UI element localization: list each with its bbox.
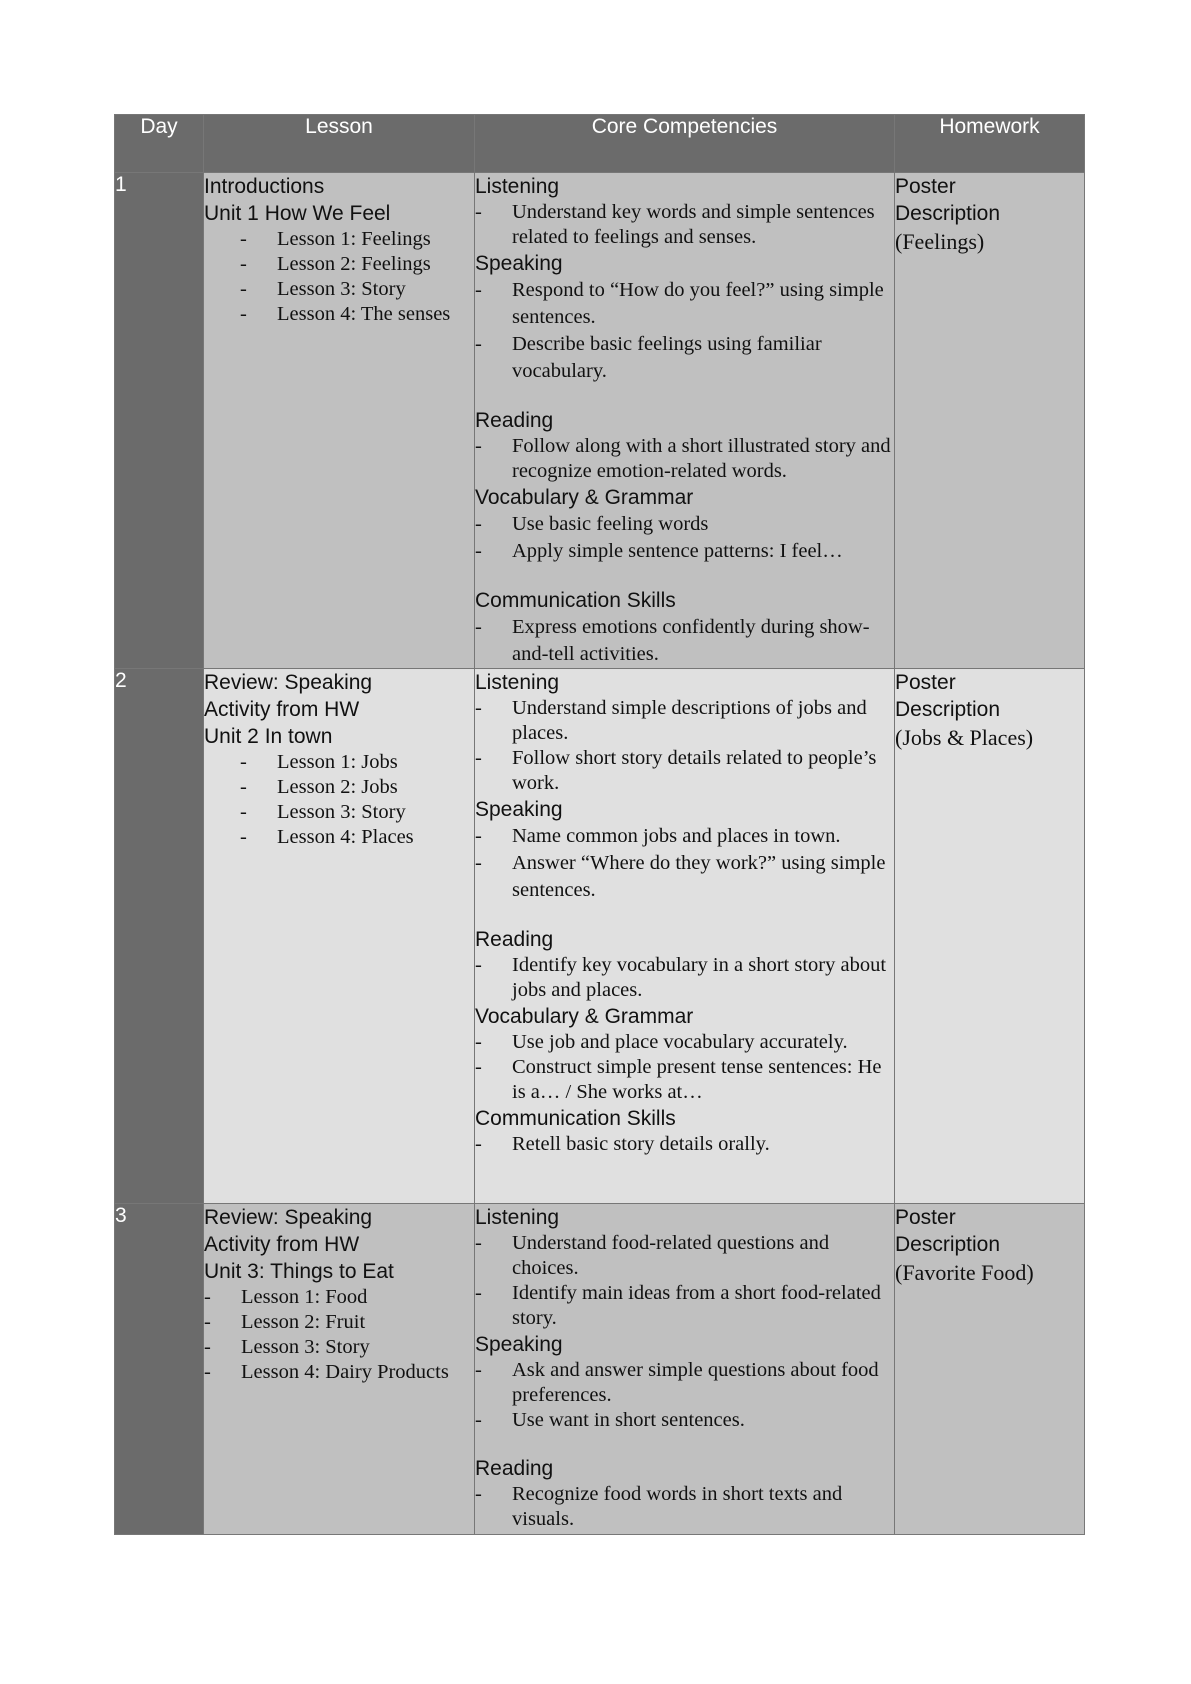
list-item: - Recognize food words in short texts and visuals.	[475, 1483, 843, 1530]
list-item: - Describe basic feelings using familiar vocabulary.	[475, 333, 822, 382]
list-item: - Answer “Where do they work?” using simple sentences.	[475, 852, 886, 901]
competency-list	[475, 614, 894, 668]
lesson-cell	[204, 669, 475, 1204]
list-item: - Ask and answer simple questions about food preferences.	[475, 1359, 879, 1406]
header-homework: Homework	[895, 115, 1085, 173]
day-number: 2	[115, 669, 204, 1204]
homework-cell	[895, 669, 1085, 1204]
homework-title: Description	[895, 698, 1001, 721]
homework-topic: (Favorite Food)	[895, 1260, 1034, 1285]
competency-list	[475, 434, 894, 484]
lesson-list	[204, 750, 474, 850]
homework-cell	[895, 173, 1085, 669]
homework-title: Poster	[895, 175, 956, 198]
list-item: - Identify key vocabulary in a short story about jobs and places.	[475, 954, 887, 1001]
list-item: - Lesson 3: Story	[240, 278, 406, 300]
homework-title: Description	[895, 202, 1001, 225]
list-item: - Retell basic story details orally.	[475, 1133, 770, 1155]
list-item: - Lesson 2: Feelings	[240, 253, 431, 275]
list-item: - Understand key words and simple sentences related to feelings and senses.	[475, 201, 875, 248]
competency-list	[475, 823, 894, 904]
table-header	[115, 115, 1085, 173]
competency-heading: Communication Skills	[475, 1107, 676, 1130]
list-item: - Lesson 3: Story	[204, 1336, 370, 1358]
lesson-list	[204, 227, 474, 327]
list-item: - Lesson 4: Dairy Products	[204, 1361, 449, 1383]
list-item: - Express emotions confidently during show-and-tell activities.	[475, 616, 870, 665]
competency-heading: Communication Skills	[475, 589, 676, 612]
competencies-cell	[475, 173, 895, 669]
competency-list	[475, 277, 894, 385]
lesson-cell	[204, 1204, 475, 1535]
competency-list	[475, 1030, 894, 1105]
competency-heading: Speaking	[475, 798, 563, 821]
competency-heading: Reading	[475, 928, 554, 951]
table-row	[115, 669, 1085, 1204]
homework-topic: (Feelings)	[895, 229, 985, 254]
competency-list	[475, 511, 894, 565]
list-item: - Identify main ideas from a short food-related story.	[475, 1282, 881, 1329]
list-item: - Lesson 3: Story	[240, 801, 406, 823]
list-item: - Lesson 2: Jobs	[240, 776, 398, 798]
lesson-list	[204, 1285, 474, 1385]
competency-heading: Listening	[475, 671, 560, 694]
competency-heading: Reading	[475, 1457, 554, 1480]
lesson-title: Review: Speaking	[204, 671, 373, 694]
list-item: - Use basic feeling words	[475, 513, 709, 535]
list-item: - Lesson 2: Fruit	[204, 1311, 366, 1333]
lesson-plan-table	[114, 114, 1085, 1535]
competency-list	[475, 1231, 894, 1331]
homework-title: Poster	[895, 671, 956, 694]
competency-heading: Speaking	[475, 252, 563, 275]
competency-list	[475, 696, 894, 796]
list-item: - Follow along with a short illustrated story and recognize emotion-related words.	[475, 435, 891, 482]
day-number: 3	[115, 1204, 204, 1535]
lesson-title: Introductions	[204, 175, 325, 198]
lesson-title: Unit 1 How We Feel	[204, 202, 391, 225]
lesson-title: Unit 2 In town	[204, 725, 333, 748]
competency-heading: Vocabulary & Grammar	[475, 1005, 694, 1028]
competency-heading: Listening	[475, 1206, 560, 1229]
list-item: - Lesson 4: The senses	[240, 303, 451, 325]
competency-list	[475, 1132, 894, 1157]
lesson-cell	[204, 173, 475, 669]
list-item: - Use job and place vocabulary accurately.	[475, 1031, 848, 1053]
list-item: - Use want in short sentences.	[475, 1409, 745, 1431]
list-item: - Apply simple sentence patterns: I feel…	[475, 540, 843, 562]
lesson-title: Activity from HW	[204, 1233, 360, 1256]
competency-list	[475, 1358, 894, 1433]
list-item: - Understand food-related questions and choices.	[475, 1232, 830, 1279]
list-item: - Understand simple descriptions of jobs and places.	[475, 697, 867, 744]
lesson-title: Activity from HW	[204, 698, 360, 721]
homework-cell	[895, 1204, 1085, 1535]
day-number: 1	[115, 173, 204, 669]
competency-list	[475, 953, 894, 1003]
competency-heading: Speaking	[475, 1333, 563, 1356]
competency-heading: Vocabulary & Grammar	[475, 486, 694, 509]
list-item: - Lesson 1: Jobs	[240, 751, 398, 773]
list-item: - Name common jobs and places in town.	[475, 825, 841, 847]
lesson-title: Review: Speaking	[204, 1206, 373, 1229]
list-item: - Construct simple present tense sentences: He is a… / She works at…	[475, 1056, 882, 1103]
competencies-cell	[475, 1204, 895, 1535]
competencies-cell	[475, 669, 895, 1204]
homework-title: Poster	[895, 1206, 956, 1229]
list-item: - Respond to “How do you feel?” using simple sentences.	[475, 279, 884, 328]
table-row	[115, 173, 1085, 669]
homework-title: Description	[895, 1233, 1001, 1256]
lesson-title: Unit 3: Things to Eat	[204, 1260, 394, 1283]
list-item: - Lesson 4: Places	[240, 826, 414, 848]
header-day: Day	[115, 115, 204, 173]
competency-list	[475, 200, 894, 250]
header-core-competencies: Core Competencies	[475, 115, 895, 173]
table-row	[115, 1204, 1085, 1535]
homework-topic: (Jobs & Places)	[895, 725, 1034, 750]
list-item: - Lesson 1: Feelings	[240, 228, 431, 250]
header-lesson: Lesson	[204, 115, 475, 173]
competency-list	[475, 1482, 894, 1532]
competency-heading: Reading	[475, 409, 554, 432]
list-item: - Follow short story details related to people’s work.	[475, 747, 877, 794]
list-item: - Lesson 1: Food	[204, 1286, 368, 1308]
competency-heading: Listening	[475, 175, 560, 198]
